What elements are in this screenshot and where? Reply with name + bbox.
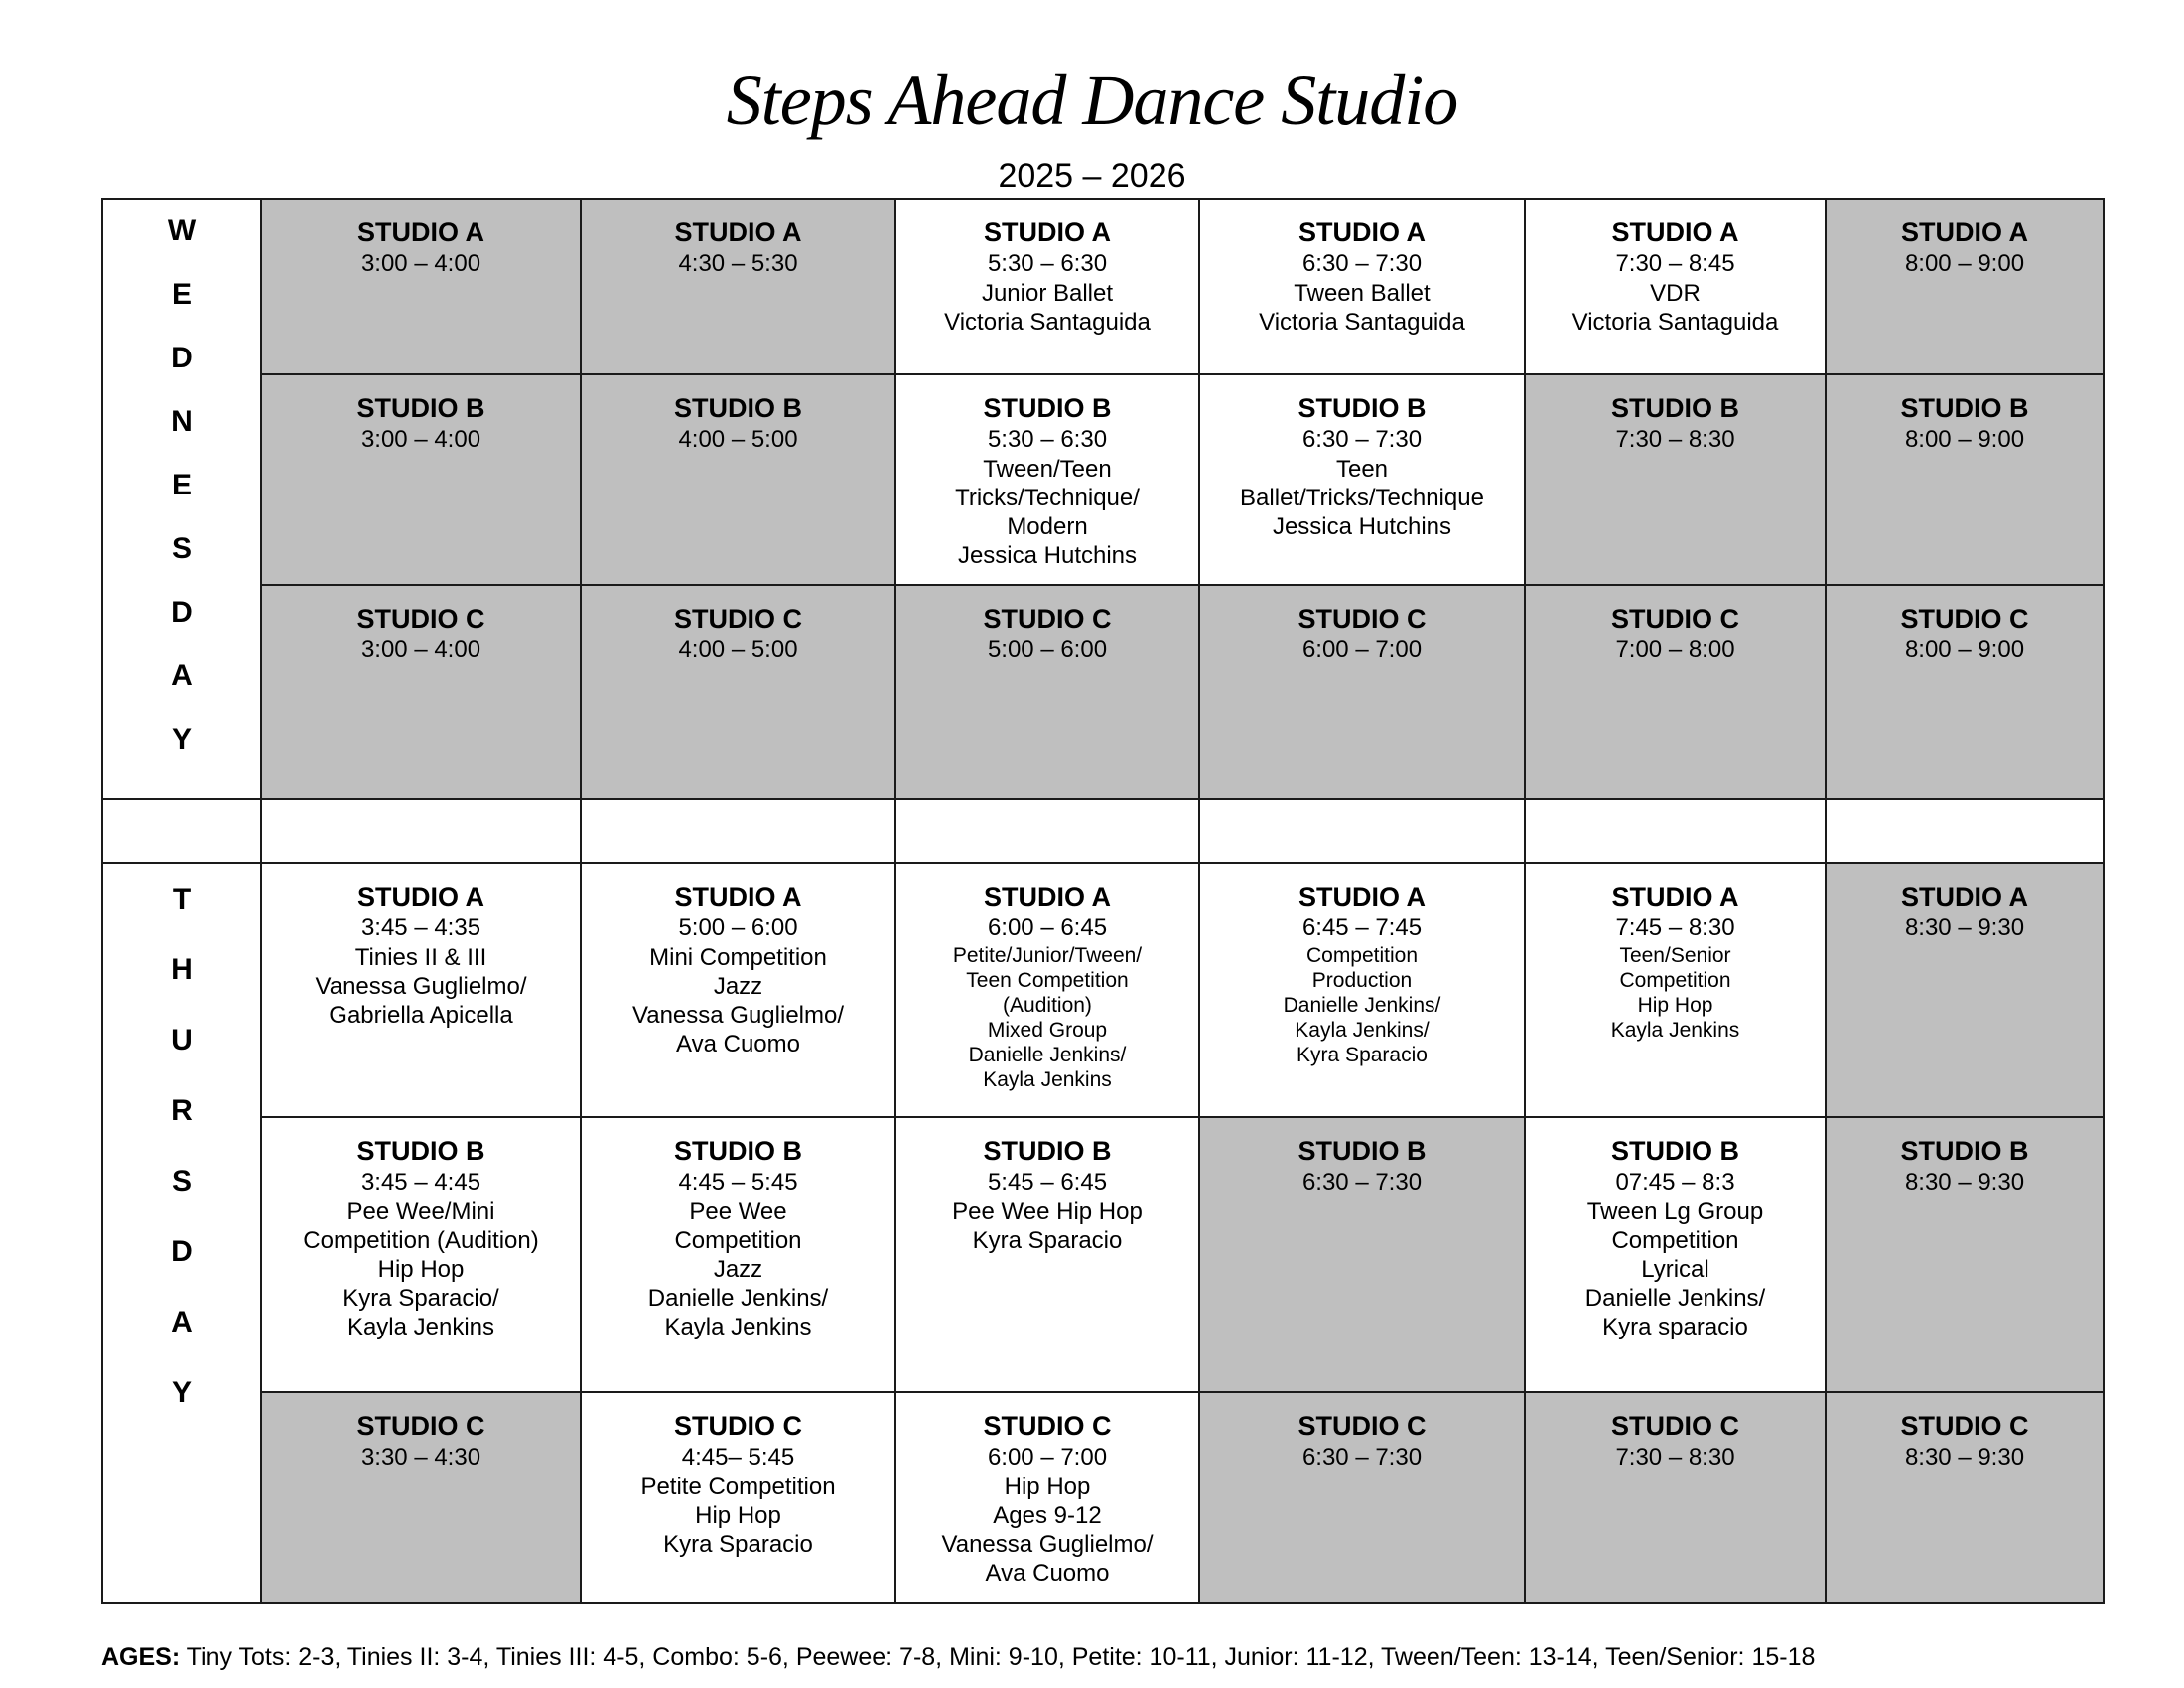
spacer-cell (1199, 799, 1525, 863)
time-range: 4:00 – 5:00 (678, 636, 798, 663)
class-detail: Production (1311, 969, 1413, 992)
time-range: 4:30 – 5:30 (678, 250, 798, 277)
class-detail: Teen Competition (966, 969, 1129, 992)
schedule-cell (1525, 199, 1826, 374)
schedule-cell (261, 199, 581, 374)
schedule-cell (581, 199, 895, 374)
season-subtitle: 2025 – 2026 (998, 157, 1186, 195)
studio-name: STUDIO A (674, 217, 802, 247)
spacer-cell (1826, 799, 2104, 863)
schedule-cell (1199, 585, 1525, 799)
studio-name: STUDIO B (1900, 393, 2029, 423)
time-range: 3:00 – 4:00 (360, 636, 481, 663)
class-detail: Kayla Jenkins (983, 1068, 1112, 1091)
time-range: 3:00 – 4:00 (360, 426, 481, 453)
class-detail: Tricks/Technique/ (955, 485, 1140, 511)
time-range: 5:00 – 6:00 (678, 914, 798, 941)
class-detail: Danielle Jenkins/ (1584, 1285, 1766, 1312)
studio-name: STUDIO B (1297, 1136, 1427, 1166)
studio-name: STUDIO C (983, 1411, 1112, 1441)
class-detail: Jessica Hutchins (957, 542, 1138, 569)
thursday-studio-a-row (102, 863, 2104, 1117)
class-detail: Lyrical (1641, 1256, 1709, 1283)
class-detail: Ballet/Tricks/Technique (1240, 485, 1484, 511)
schedule-cell (261, 1392, 581, 1603)
class-detail: Competition (1619, 969, 1731, 992)
class-detail: Kayla Jenkins (1610, 1019, 1740, 1042)
schedule-cell (581, 1392, 895, 1603)
class-detail: Hip Hop (1637, 994, 1713, 1017)
schedule-cell (895, 1117, 1199, 1392)
class-detail: Tinies II & III (354, 944, 487, 971)
time-range: 3:00 – 4:00 (360, 250, 481, 277)
class-detail: Kyra Sparacio (663, 1531, 813, 1558)
time-range: 6:30 – 7:30 (1301, 250, 1423, 277)
day-letter: S (171, 1165, 192, 1197)
studio-name: STUDIO B (1900, 1136, 2029, 1166)
class-detail: Pee Wee Hip Hop (952, 1198, 1143, 1225)
time-range: 7:30 – 8:45 (1615, 250, 1735, 277)
studio-name: STUDIO C (673, 1411, 802, 1441)
time-range: 8:30 – 9:30 (1904, 914, 2025, 941)
thursday-studio-c-row (102, 1392, 2104, 1603)
spacer-row (102, 799, 2104, 863)
ages-label: AGES: (101, 1643, 181, 1671)
time-range: 07:45 – 8:3 (1615, 1169, 1735, 1196)
class-detail: Tween Lg Group (1586, 1198, 1764, 1225)
spacer-cell (895, 799, 1199, 863)
class-detail: Gabriella Apicella (329, 1002, 513, 1029)
schedule-cell (1525, 1392, 1826, 1603)
class-detail: Danielle Jenkins/ (647, 1285, 829, 1312)
studio-name: STUDIO C (983, 604, 1112, 633)
schedule-cell (1826, 199, 2104, 374)
studio-name: STUDIO B (673, 1136, 802, 1166)
class-detail: Competition (Audition) (303, 1227, 539, 1254)
class-detail: Hip Hop (377, 1256, 465, 1283)
studio-name: STUDIO C (1900, 604, 2029, 633)
time-range: 8:30 – 9:30 (1904, 1444, 2025, 1471)
time-range: 6:00 – 7:00 (1301, 636, 1423, 663)
day-letter: U (171, 1024, 193, 1056)
studio-name: STUDIO B (983, 393, 1112, 423)
class-detail: Jessica Hutchins (1272, 513, 1452, 540)
time-range: 6:30 – 7:30 (1301, 1169, 1423, 1196)
schedule-cell (261, 585, 581, 799)
class-detail: VDR (1650, 280, 1701, 307)
class-detail: Kyra Sparacio (1297, 1044, 1428, 1066)
time-range: 6:45 – 7:45 (1301, 914, 1423, 941)
class-detail: Victoria Santaguida (1571, 309, 1779, 336)
schedule-cell (261, 863, 581, 1117)
day-letter: E (171, 469, 192, 501)
time-range: 7:45 – 8:30 (1615, 914, 1735, 941)
class-detail: Pee Wee/Mini (346, 1198, 495, 1225)
day-letter: R (171, 1094, 193, 1127)
schedule-cell (1826, 1117, 2104, 1392)
spacer-cell (102, 799, 261, 863)
studio-name: STUDIO C (1610, 604, 1739, 633)
studio-name: STUDIO B (983, 1136, 1112, 1166)
day-letter: A (171, 1306, 193, 1338)
schedule-cell (581, 585, 895, 799)
spacer-cell (581, 799, 895, 863)
class-detail: Kyra sparacio (1602, 1314, 1748, 1340)
schedule-cell (581, 863, 895, 1117)
day-letter: W (167, 214, 197, 247)
class-detail: Hip Hop (1004, 1474, 1091, 1500)
studio-name: STUDIO A (1611, 217, 1739, 247)
time-range: 5:45 – 6:45 (987, 1169, 1108, 1196)
studio-name: STUDIO C (1297, 1411, 1427, 1441)
wednesday-studio-a-row (102, 199, 2104, 374)
class-detail: Competition (1305, 944, 1419, 967)
class-detail: Jazz (713, 1256, 763, 1283)
schedule-cell (895, 863, 1199, 1117)
day-letter: A (171, 659, 193, 692)
time-range: 4:00 – 5:00 (678, 426, 798, 453)
schedule-cell (895, 199, 1199, 374)
studio-name: STUDIO C (356, 604, 485, 633)
class-detail: Kyra Sparacio (972, 1227, 1123, 1254)
time-range: 6:30 – 7:30 (1301, 426, 1423, 453)
class-detail: Teen (1335, 456, 1389, 483)
studio-name: STUDIO C (1900, 1411, 2029, 1441)
class-detail: Petite Competition (640, 1474, 836, 1500)
schedule-cell (1525, 374, 1826, 585)
class-detail: Ava Cuomo (985, 1560, 1110, 1587)
class-detail: Vanessa Guglielmo/ (315, 973, 527, 1000)
time-range: 6:00 – 7:00 (987, 1444, 1108, 1471)
studio-name: STUDIO A (357, 217, 484, 247)
schedule-cell (1525, 863, 1826, 1117)
schedule-cell (1826, 374, 2104, 585)
studio-name: STUDIO A (1901, 882, 2028, 912)
class-detail: Tween Ballet (1294, 280, 1431, 307)
studio-name: STUDIO A (357, 882, 484, 912)
studio-name: STUDIO C (356, 1411, 485, 1441)
time-range: 8:30 – 9:30 (1904, 1169, 2025, 1196)
studio-name: STUDIO B (1610, 1136, 1739, 1166)
thursday-label (102, 863, 261, 1603)
time-range: 5:30 – 6:30 (987, 426, 1108, 453)
studio-name: STUDIO B (673, 393, 802, 423)
time-range: 5:30 – 6:30 (987, 250, 1108, 277)
class-detail: Ages 9-12 (993, 1502, 1102, 1529)
schedule-cell (1826, 863, 2104, 1117)
day-letter: H (171, 953, 193, 986)
time-range: 4:45– 5:45 (681, 1444, 795, 1471)
class-detail: Tween/Teen (983, 456, 1112, 483)
schedule-cell (1826, 585, 2104, 799)
studio-name: STUDIO B (1297, 393, 1427, 423)
wednesday-studio-b-row (102, 374, 2104, 585)
spacer-cell (261, 799, 581, 863)
ages-text: Tiny Tots: 2-3, Tinies II: 3-4, Tinies III: 4-5, Combo: 5-6, Peewee: 7-8, Mini: 9-10, Petite: 10-11, Junior: 11-12, Tween/Teen: 13-14, Teen/Senior: 15-18 (180, 1643, 1816, 1671)
time-range: 4:45 – 5:45 (678, 1169, 798, 1196)
wednesday-studio-c-row (102, 585, 2104, 799)
time-range: 8:00 – 9:00 (1904, 636, 2025, 663)
schedule-cell (581, 1117, 895, 1392)
class-detail: Victoria Santaguida (1259, 309, 1465, 336)
schedule-cell (1199, 1392, 1525, 1603)
class-detail: Pee Wee (689, 1198, 787, 1225)
time-range: 7:30 – 8:30 (1615, 426, 1735, 453)
schedule-cell (895, 585, 1199, 799)
time-range: 7:00 – 8:00 (1615, 636, 1735, 663)
time-range: 5:00 – 6:00 (987, 636, 1108, 663)
studio-name: STUDIO A (674, 882, 802, 912)
schedule-cell (1199, 1117, 1525, 1392)
spacer-cell (1525, 799, 1826, 863)
time-range: 8:00 – 9:00 (1904, 250, 2025, 277)
day-letter: S (171, 532, 192, 565)
class-detail: Jazz (713, 973, 763, 1000)
class-detail: Vanessa Guglielmo/ (632, 1002, 844, 1029)
time-range: 3:30 – 4:30 (360, 1444, 481, 1471)
schedule-cell (895, 374, 1199, 585)
schedule-cell (1525, 1117, 1826, 1392)
day-letter: Y (171, 1376, 192, 1409)
class-detail: Ava Cuomo (676, 1031, 800, 1057)
page-title: Steps Ahead Dance Studio (726, 61, 1458, 140)
class-detail: Junior Ballet (981, 280, 1114, 307)
day-letter: E (171, 278, 192, 311)
class-detail: Teen/Senior (1619, 944, 1731, 967)
schedule-cell (1199, 863, 1525, 1117)
wednesday-label (102, 199, 261, 799)
class-detail: Mixed Group (987, 1019, 1108, 1042)
time-range: 6:00 – 6:45 (987, 914, 1108, 941)
schedule-cell (261, 1117, 581, 1392)
schedule-cell (1199, 374, 1525, 585)
studio-name: STUDIO A (984, 217, 1111, 247)
class-detail: Kayla Jenkins (346, 1314, 495, 1340)
class-detail: Kayla Jenkins/ (1295, 1019, 1430, 1042)
studio-name: STUDIO C (1610, 1411, 1739, 1441)
day-letter: D (171, 596, 193, 629)
class-detail: Petite/Junior/Tween/ (952, 944, 1143, 967)
studio-name: STUDIO C (673, 604, 802, 633)
schedule-table (101, 198, 2105, 1604)
time-range: 3:45 – 4:45 (360, 1169, 481, 1196)
schedule-cell (1199, 199, 1525, 374)
ages-legend (101, 1643, 1815, 1672)
schedule-cell (581, 374, 895, 585)
studio-name: STUDIO A (984, 882, 1111, 912)
time-range: 6:30 – 7:30 (1301, 1444, 1423, 1471)
thursday-studio-b-row (102, 1117, 2104, 1392)
studio-name: STUDIO C (1297, 604, 1427, 633)
schedule-cell (1826, 1392, 2104, 1603)
class-detail: Kayla Jenkins (664, 1314, 812, 1340)
class-detail: Danielle Jenkins/ (968, 1044, 1127, 1066)
class-detail: Competition (1611, 1227, 1739, 1254)
studio-name: STUDIO B (356, 1136, 485, 1166)
class-detail: (Audition) (1003, 994, 1092, 1017)
class-detail: Kyra Sparacio/ (342, 1285, 499, 1312)
studio-name: STUDIO A (1298, 217, 1426, 247)
studio-name: STUDIO A (1901, 217, 2028, 247)
schedule-cell (1525, 585, 1826, 799)
class-detail: Modern (1007, 513, 1088, 540)
schedule-cell (261, 374, 581, 585)
studio-name: STUDIO A (1298, 882, 1426, 912)
studio-name: STUDIO B (356, 393, 485, 423)
day-letter: Y (171, 723, 192, 756)
time-range: 3:45 – 4:35 (360, 914, 481, 941)
class-detail: Victoria Santaguida (944, 309, 1151, 336)
day-letter: N (171, 405, 193, 438)
studio-name: STUDIO A (1611, 882, 1739, 912)
day-letter: D (171, 342, 193, 374)
time-range: 8:00 – 9:00 (1904, 426, 2025, 453)
class-detail: Mini Competition (649, 944, 827, 971)
class-detail: Hip Hop (695, 1502, 781, 1529)
class-detail: Vanessa Guglielmo/ (941, 1531, 1154, 1558)
day-letter: D (171, 1235, 193, 1268)
class-detail: Danielle Jenkins/ (1283, 994, 1441, 1017)
class-detail: Competition (674, 1227, 802, 1254)
studio-name: STUDIO B (1610, 393, 1739, 423)
day-letter: T (172, 883, 192, 915)
schedule-cell (895, 1392, 1199, 1603)
time-range: 7:30 – 8:30 (1615, 1444, 1735, 1471)
